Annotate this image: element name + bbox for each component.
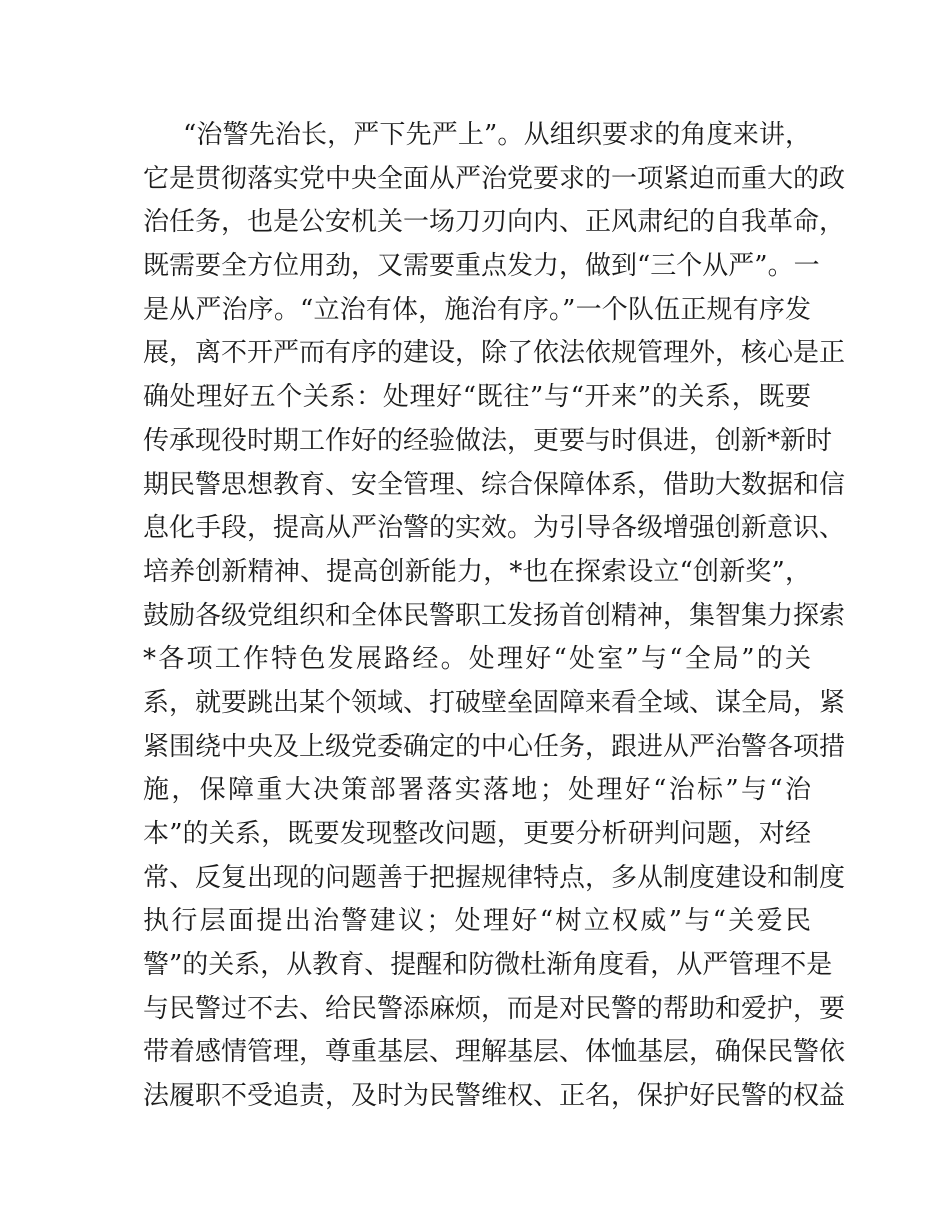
text-line: 系，就要跳出某个领域、打破壁垒固障来看全域、谋全局，紧 <box>143 687 846 718</box>
text-line: 与民警过不去、给民警添麻烦，而是对民警的帮助和爱护，要 <box>143 993 846 1024</box>
text-line: 是从严治序。“立治有体，施治有序。”一个队伍正规有序发 <box>143 294 811 325</box>
text-line: 带着感情管理，尊重基层、理解基层、体恤基层，确保民警依 <box>143 1037 846 1068</box>
text-line: 它是贯彻落实党中央全面从严治党要求的一项紧迫而重大的政 <box>143 163 846 194</box>
text-line: 确处理好五个关系：处理好“既往”与“开来”的关系，既要 <box>143 382 811 413</box>
text-line: *各项工作特色发展路经。处理好“处室”与“全局”的关 <box>143 644 811 675</box>
text-line: 既需要全方位用劲，又需要重点发力，做到“三个从严”。一 <box>143 251 820 282</box>
text-line: 施，保障重大决策部署落实落地；处理好“治标”与“治 <box>143 775 811 806</box>
text-line: 期民警思想教育、安全管理、综合保障体系，借助大数据和信 <box>143 469 846 500</box>
text-line: “治警先治长，严下先严上”。从组织要求的角度来讲， <box>183 120 811 150</box>
text-line: 本”的关系，既要发现整改问题，更要分析研判问题，对经 <box>143 819 811 849</box>
text-line: 培养创新精神、提高创新能力，*也在探索设立“创新奖”， <box>143 556 811 587</box>
text-line: 执行层面提出治警建议；处理好“树立权威”与“关爱民 <box>143 906 811 937</box>
text-line: 息化手段，提高从严治警的实效。为引导各级增强创新意识、 <box>143 513 846 544</box>
body-paragraph <box>143 114 846 1119</box>
text-line: 鼓励各级党组织和全体民警职工发扬首创精神，集智集力探索 <box>143 600 846 631</box>
text-line: 治任务，也是公安机关一场刀刃向内、正风肃纪的自我革命， <box>143 207 846 238</box>
text-line: 常、反复出现的问题善于把握规律特点，多从制度建设和制度 <box>143 862 846 893</box>
text-line: 法履职不受追责，及时为民警维权、正名，保护好民警的权益 <box>143 1081 846 1112</box>
text-line: 传承现役时期工作好的经验做法，更要与时俱进，创新*新时 <box>143 425 833 456</box>
text-line: 紧围绕中央及上级党委确定的中心任务，跟进从严治警各项措 <box>143 731 846 762</box>
text-line: 警”的关系，从教育、提醒和防微杜渐角度看，从严管理不是 <box>143 950 833 981</box>
text-line: 展，离不开严而有序的建设，除了依法依规管理外，核心是正 <box>143 338 846 369</box>
